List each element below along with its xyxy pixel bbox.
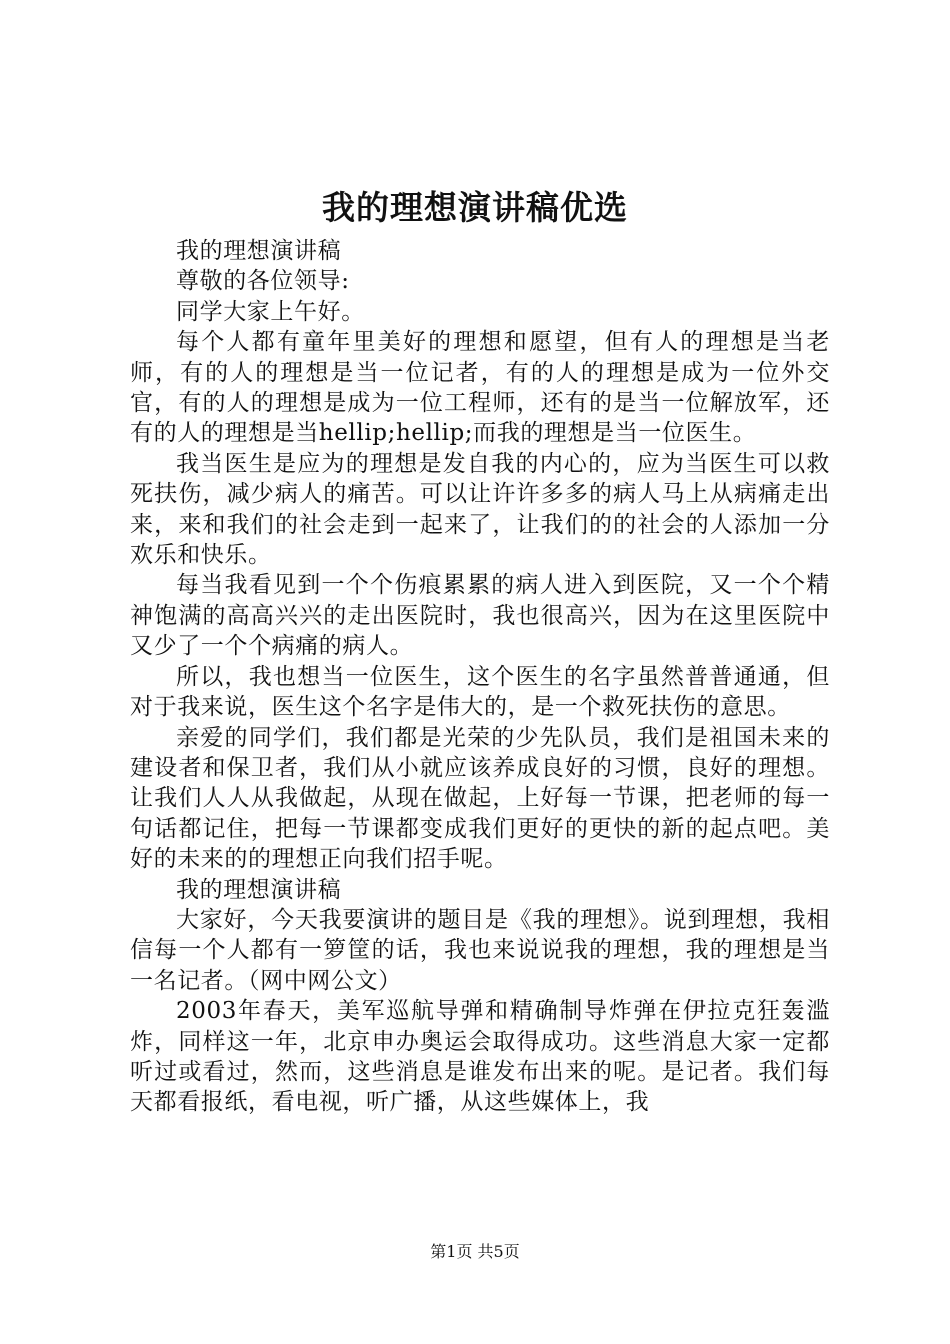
paragraph: 每个人都有童年里美好的理想和愿望，但有人的理想是当老师，有的人的理想是当一位记者，有的人的理想是成为一位外交官，有的人的理想是成为一位工程师，还有的是当一位解放军，还有的人的理想是当hellip;hellip;而我的理想是当一位医生。 bbox=[130, 329, 830, 447]
page-number: 第1页 共5页 bbox=[430, 1242, 520, 1261]
paragraph: 大家好，今天我要演讲的题目是《我的理想》。说到理想，我相信每一个人都有一箩筐的话，我也来说说我的理想，我的理想是当一名记者。（网中网公文） bbox=[130, 906, 830, 994]
paragraph: 所以，我也想当一位医生，这个医生的名字虽然普普通通，但对于我来说，医生这个名字是伟大的，是一个救死扶伤的意思。 bbox=[130, 663, 830, 721]
paragraph: 我的理想演讲稿 bbox=[176, 876, 342, 903]
paragraph: 尊敬的各位领导: bbox=[176, 268, 350, 295]
paragraph: 亲爱的同学们，我们都是光荣的少先队员，我们是祖国未来的建设者和保卫者，我们从小就应该养成良好的习惯，良好的理想。让我们人人从我做起，从现在做起，上好每一节课，把老师的每一句话都记住，把每一节课都变成我们更好的更快的新的起点吧。美好的未来的的理想正向我们招手呢。 bbox=[130, 724, 830, 873]
paragraph: 我的理想演讲稿 bbox=[176, 238, 342, 264]
paragraph: 我当医生是应为的理想是发自我的内心的，应为当医生可以救死扶伤，减少病人的痛苦。可以让许许多多的病人马上从病痛走出来，来和我们的社会走到一起来了，让我们的的社会的人添加一分欢乐和快乐。 bbox=[130, 450, 830, 569]
paragraph: 同学大家上午好。 bbox=[176, 298, 365, 325]
paragraph: 每当我看见到一个个伤痕累累的病人进入到医院，又一个个精神饱满的高高兴兴的走出医院时，我也很高兴，因为在这里医院中又少了一个个病痛的病人。 bbox=[130, 572, 830, 660]
paragraph: 2003年春天，美军巡航导弹和精确制导炸弹在伊拉克狂轰滥炸，同样这一年，北京申办奥运会取得成功。这些消息大家一定都听过或看过，然而，这些消息是谁发布出来的呢。是记者。我们每天都看报纸，看电视，听广播，从这些媒体上，我 bbox=[130, 998, 830, 1116]
document-body bbox=[130, 236, 830, 1118]
document-title: 我的理想演讲稿优选 bbox=[322, 188, 628, 227]
